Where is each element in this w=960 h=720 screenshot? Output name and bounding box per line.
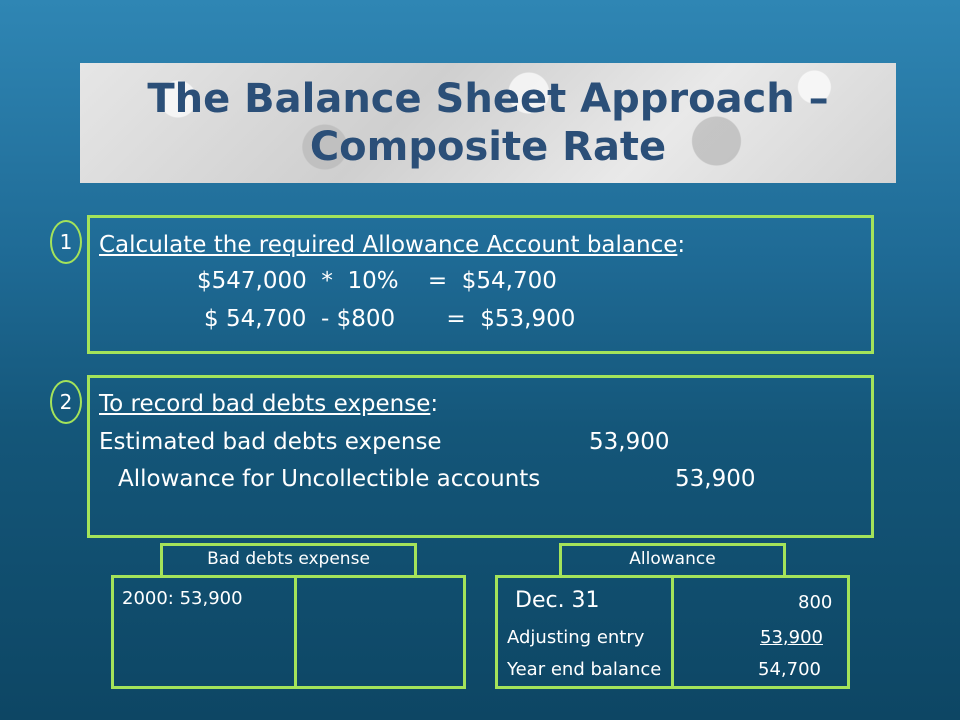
step-1-calc-line-1: $547,000 * 10% = $54,700 bbox=[197, 268, 557, 294]
step-2-heading-colon: : bbox=[430, 391, 439, 417]
step-1-heading-text: Calculate the required Allowance Account balance bbox=[99, 232, 678, 258]
t-account-allowance-divider bbox=[671, 577, 674, 688]
t-account-bad-debts-debit-entry: 2000: 53,900 bbox=[122, 588, 243, 609]
journal-credit-amount: 53,900 bbox=[675, 466, 756, 492]
title-line-2: Composite Rate bbox=[309, 124, 667, 170]
journal-credit-account: Allowance for Uncollectible accounts bbox=[118, 466, 541, 492]
allowance-row-3-amount: 54,700 bbox=[758, 659, 821, 680]
step-2-number: 2 bbox=[59, 390, 73, 414]
allowance-row-2-amount: 53,900 bbox=[760, 627, 823, 648]
title-banner bbox=[80, 63, 896, 183]
step-1-heading-colon: : bbox=[677, 232, 686, 258]
step-2-heading bbox=[99, 390, 438, 418]
title-line-1: The Balance Sheet Approach – bbox=[147, 76, 829, 122]
allowance-row-3-label: Year end balance bbox=[507, 659, 662, 680]
allowance-row-2-label: Adjusting entry bbox=[507, 627, 645, 648]
step-2-circle bbox=[50, 380, 82, 424]
step-2-heading-text: To record bad debts expense bbox=[99, 391, 431, 417]
step-1-number: 1 bbox=[59, 230, 73, 254]
t-account-bad-debts-header: Bad debts expense bbox=[160, 543, 417, 577]
step-1-calc-line-2: $ 54,700 - $800 = $53,900 bbox=[204, 306, 576, 332]
journal-debit-amount: 53,900 bbox=[589, 429, 670, 455]
journal-debit-account: Estimated bad debts expense bbox=[99, 429, 442, 455]
allowance-row-1-amount: 800 bbox=[798, 592, 833, 613]
step-1-circle bbox=[50, 220, 82, 264]
allowance-row-1-label: Dec. 31 bbox=[515, 588, 600, 613]
t-account-allowance-header: Allowance bbox=[559, 543, 786, 577]
step-1-heading bbox=[99, 231, 685, 259]
t-account-bad-debts-divider bbox=[294, 577, 297, 688]
